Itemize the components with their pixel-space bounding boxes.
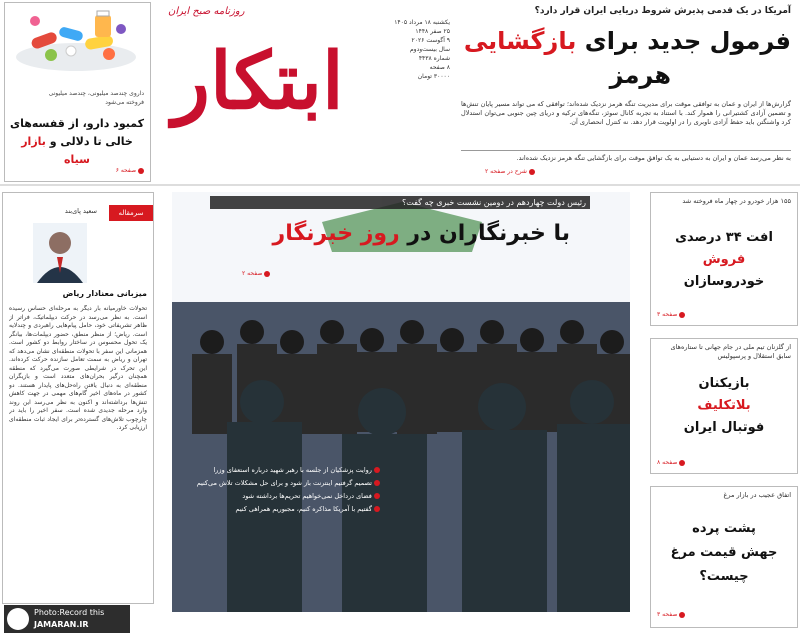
logo-subtitle: روزنامه صبح ایران	[168, 6, 245, 17]
photo-bullet	[180, 503, 380, 515]
issue-line-4: سال بیست‌ودوم	[409, 46, 450, 53]
right-3-page-ref-text: صفحه ۳	[657, 611, 678, 618]
issue-line-7: ۳۰۰۰۰ تومان	[417, 73, 450, 80]
photo-credit-line-2: JAMARAN.IR	[34, 620, 89, 629]
photo-bullet	[180, 477, 380, 489]
right-teaser-3[interactable]	[650, 486, 798, 628]
photo-headline	[220, 218, 570, 250]
top-story-body: گزارش‌ها از ایران و عمان به توافقی موقت برای مدیریت تنگه هرمز نزدیک شده‌اند؛ توافقی که می تواند مسیر پایان تنش‌ها و تضمین آزادی کشتیرانی را هموار کند. با استناد به تجربه کانال سوئز، تنگه‌های ترکیه و دریای چین جنوبی می‌توان استدلال کرد واشنگتن باید حفظ آزادی ناوبری را در اولویت قرار دهد. نه کنترل انحصاری آن.	[461, 100, 791, 126]
top-left-headline-2-red: بازار سیاه	[21, 135, 90, 166]
right-3-page-ref	[657, 611, 685, 618]
top-left-kicker	[10, 89, 144, 107]
photo-bullet-text-3: فضای درداخل نمی‌خواهیم تحریم‌ها برداشته شود	[242, 492, 372, 500]
crowd-photo	[172, 192, 630, 612]
photo-page-ref-text: صفحه ۲	[242, 270, 263, 277]
top-story-headline-1-red: بازگشایی	[463, 27, 577, 55]
top-story-page-ref	[485, 168, 535, 175]
issue-line-3: ۹ آگوست ۲۰۲۶	[411, 37, 450, 44]
right-1-page-ref	[657, 311, 685, 318]
right-1-kicker: ۱۵۵ هزار خودرو در چهار ماه فروخته شد	[682, 197, 791, 205]
top-left-headline-2	[8, 133, 146, 169]
photo-page-ref	[242, 270, 270, 277]
top-left-page-ref-text: صفحه ۶	[115, 167, 137, 174]
top-story-page-ref-text: شرح در صفحه ۲	[485, 168, 527, 175]
right-3-line-1: پشت پرده	[692, 521, 756, 536]
right-2-line-1: بازیکنان	[698, 376, 750, 391]
photo-bullet-text-1: روایت پزشکیان از جلسه با رهبر شهید درباره استعفای وزرا	[213, 466, 372, 474]
editorial-section-label: سرمقاله	[109, 205, 153, 221]
right-2-line-2: بلاتکلیف	[697, 398, 751, 413]
author-avatar	[33, 223, 87, 283]
photo-headline-red: روز خبرنگار	[272, 221, 400, 246]
right-3-line-3: چیست؟	[699, 569, 749, 584]
top-story-headline-1	[461, 24, 791, 58]
top-story-headline-2: هرمز	[609, 61, 671, 89]
photo-bullet-text-2: تصمیم گرفتیم اینترنت باز شود و برای حل مشکلات تلاش می‌کنیم	[196, 479, 372, 487]
photo-bullet-text-4: گفتیم با آمریکا مذاکره کنیم، مجبوریم همراهی کنیم	[235, 505, 372, 513]
right-2-page-ref	[657, 459, 685, 466]
top-story[interactable]	[455, 2, 795, 180]
photo-bullet	[180, 490, 380, 502]
photo-credit-line-1: Photo:Record this	[34, 608, 105, 617]
jamaran-logo-icon	[7, 608, 29, 630]
photo-bullet	[180, 464, 380, 476]
photo-headline-black: با خبرنگاران در	[399, 221, 570, 246]
right-1-line-1: افت ۳۴ درصدی	[675, 230, 773, 245]
masthead-logo	[158, 2, 358, 172]
right-teaser-1[interactable]	[650, 192, 798, 326]
issue-line-5: شماره ۴۴۳۸	[418, 55, 450, 62]
right-2-page-ref-text: صفحه ۸	[657, 459, 678, 466]
photo-bullets	[180, 464, 380, 516]
right-1-headline	[655, 227, 793, 293]
issue-info	[358, 18, 450, 81]
top-story-body-2: به نظر می‌رسد عمان و ایران به دستیابی به یک توافق موقت برای بازگشایی تنگه هرمز نزدیک شده‌اند.	[516, 154, 791, 162]
right-2-kicker: از گلزنان تیم ملی در جام جهانی تا ستاره‌های سابق استقلال و پرسپولیس	[670, 343, 791, 360]
right-1-line-3: خودروسازان	[683, 274, 765, 289]
logo-text: ابتکار	[172, 36, 344, 127]
photo-kicker: رئیس دولت چهاردهم در دومین نشست خبری چه گفت؟	[210, 196, 590, 209]
issue-line-2: ۲۵ صفر ۱۴۴۸	[415, 28, 450, 35]
top-left-headline	[8, 115, 146, 169]
top-story-kicker: آمریکا در یک قدمی پذیرش شروط دریایی ایران قرار دارد؟	[534, 6, 791, 16]
right-1-page-ref-text: صفحه ۳	[657, 311, 678, 318]
right-2-headline	[655, 373, 793, 439]
right-3-line-2: جهش قیمت مرغ	[670, 545, 778, 560]
top-left-kicker-2: فروخته می‌شود	[105, 99, 144, 106]
top-divider	[0, 184, 800, 186]
right-column	[650, 192, 796, 632]
right-3-kicker: اتفاق عجیب در بازار مرغ	[723, 491, 791, 499]
pills-image	[11, 7, 141, 75]
editorial-title: میزبانی معنادار ریاض	[62, 289, 147, 298]
top-story-headline	[461, 24, 791, 92]
right-2-line-3: فوتبال ایران	[683, 420, 765, 435]
top-left-page-ref	[116, 167, 144, 174]
right-1-line-2: فروش	[702, 252, 746, 267]
issue-line-6: ۸ صفحه	[429, 64, 450, 71]
top-left-headline-1: کمبود دارو، از قفسه‌های	[10, 117, 144, 130]
right-3-headline	[655, 517, 793, 589]
editorial-column[interactable]	[2, 192, 154, 604]
top-story-divider	[461, 150, 791, 151]
top-left-teaser[interactable]	[4, 2, 151, 182]
editorial-body: تحولات خاورمیانه بار دیگر به مرحله‌ای حساس رسیده است. به نظر می‌رسد در حرکت دیپلماتیک، فراتر از ظاهر تشریفاتی خود، حامل پیام‌هایی راهبردی و چندلایه است. ریاض؛ از منظر منطق، حضور دیپلمات‌ها، بیانگر یک تحول محسوس در ساختار روابط دو کشور است. همزمانی این سفر با تحولات منطقه‌ای نشان می‌دهد که تهران و ریاض به سمت تعامل سازنده حرکت کرده‌اند. این تحرک در شرایطی صورت می‌گیرد که منطقه همچنان درگیر بحران‌های متعدد است و بازیگران منطقه‌ای به دنبال یافتن راه‌حل‌های پایدار هستند. دو کشور در ماه‌های اخیر گام‌های مهمی در جهت کاهش تنش‌ها برداشته‌اند و اکنون به نظر می‌رسد این روند وارد مرحله جدیدی شده است. سفر اخیر را باید در چارچوب تلاش‌های گسترده‌تر برای ایجاد ثبات منطقه‌ای ارزیابی کرد.	[9, 305, 147, 431]
top-left-headline-2-black: خالی تا دلالی و	[45, 135, 133, 148]
right-teaser-2[interactable]	[650, 338, 798, 474]
issue-line-1: یکشنبه ۱۸ مرداد ۱۴۰۵	[394, 19, 450, 26]
photo-credit-badge	[4, 605, 130, 633]
top-story-headline-1-black: فرمول جدید برای	[576, 27, 791, 55]
editorial-author: سعید پای‌بند	[64, 207, 97, 215]
top-left-kicker-1: داروی چندصد میلیونی، چندصد میلیونی	[48, 90, 144, 97]
center-photo[interactable]	[172, 192, 630, 612]
